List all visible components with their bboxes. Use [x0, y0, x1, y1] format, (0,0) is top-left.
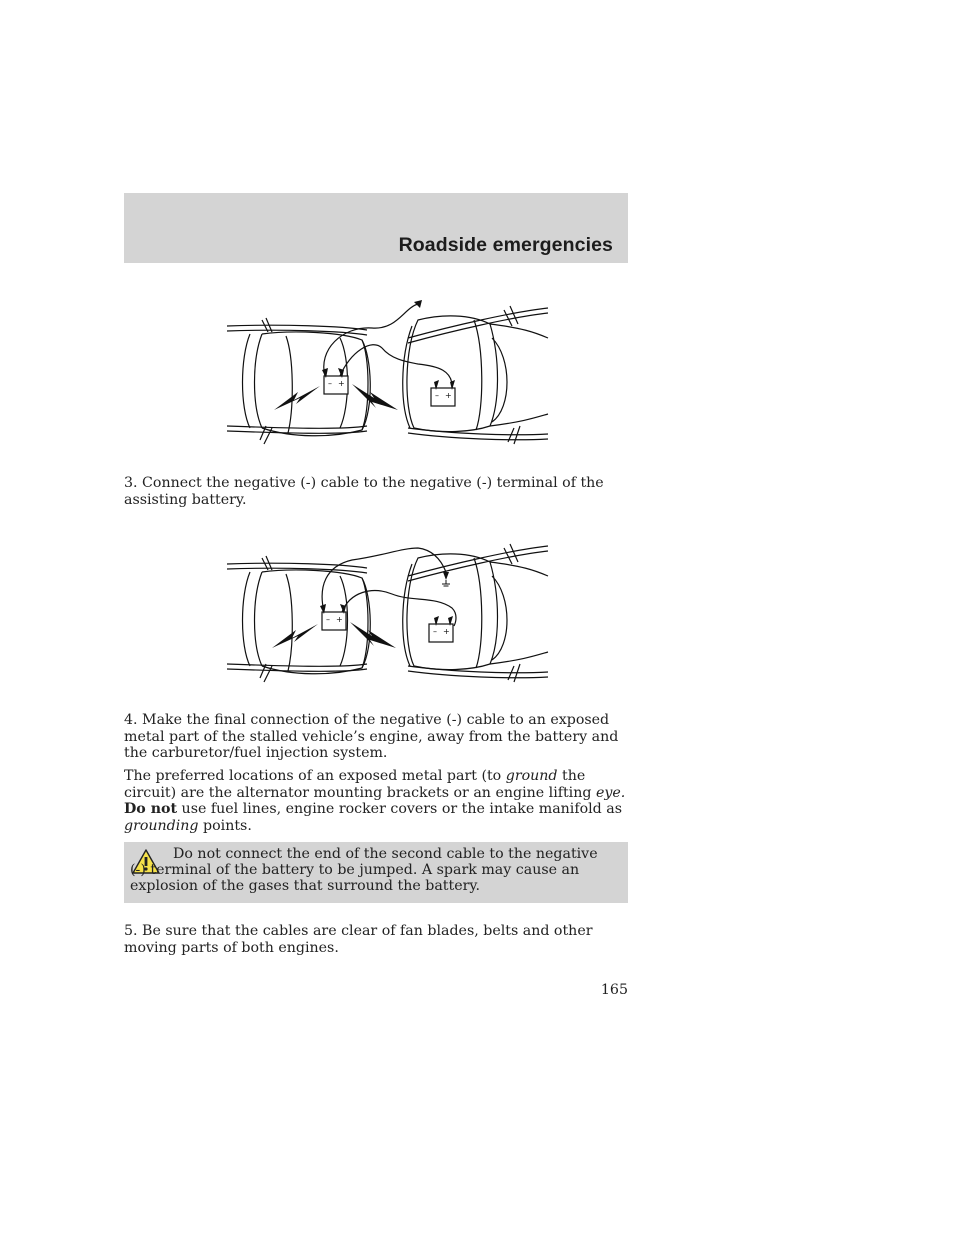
- battery-plus-label: +: [338, 379, 345, 388]
- step-4-text: 4. Make the final connection of the negative (-) cable to an exposed metal part of the stalled vehicle’s engine, away from the battery and the carburetor/fuel injection system.: [124, 712, 619, 762]
- text-span: use fuel lines, engine rocker covers or the intake manifold as: [177, 801, 623, 818]
- text-span: the circuit) are the alternator mounting brackets or an engine lifting: [124, 768, 596, 801]
- jump-start-diagram-step4: [222, 538, 558, 700]
- section-header: [124, 193, 628, 263]
- battery-plus-label: +: [336, 615, 343, 624]
- battery-minus-label: –: [326, 615, 330, 624]
- battery-minus-label: –: [433, 627, 437, 636]
- grounding-paragraph: [124, 768, 628, 834]
- cable-clamps: [322, 300, 455, 390]
- assisting-battery: [431, 388, 455, 406]
- battery-minus-label: –: [328, 379, 332, 388]
- warning-box: [124, 842, 628, 903]
- text-span: The preferred locations of an exposed metal part (to: [124, 768, 506, 784]
- ground-term: ground: [505, 768, 558, 784]
- page-number: 165: [600, 982, 628, 998]
- grounding-term: grounding: [124, 817, 199, 834]
- battery-plus-label: +: [443, 627, 450, 636]
- text-span: points.: [198, 817, 252, 834]
- jump-start-diagram-step3: [222, 298, 558, 462]
- assisting-battery: [429, 624, 453, 642]
- ground-symbol-icon: [442, 580, 450, 586]
- eye-term: eye.: [595, 784, 626, 801]
- do-not-emphasis: Do not: [124, 801, 178, 818]
- stalled-battery: [322, 612, 346, 630]
- battery-minus-label: –: [435, 391, 439, 400]
- battery-plus-label: +: [445, 391, 452, 400]
- step-3-text: 3. Connect the negative (-) cable to the negative (-) terminal of the assisting battery.: [124, 475, 604, 508]
- warning-text: Do not connect the end of the second cable to the negative (-) terminal of the battery to be jumped. A spark may cause an explosion of the gases that surround the battery.: [130, 846, 598, 895]
- section-title: Roadside emergencies: [398, 234, 613, 256]
- stalled-battery: [324, 376, 348, 394]
- step-5-text: 5. Be sure that the cables are clear of fan blades, belts and other moving parts of both engines.: [124, 923, 593, 956]
